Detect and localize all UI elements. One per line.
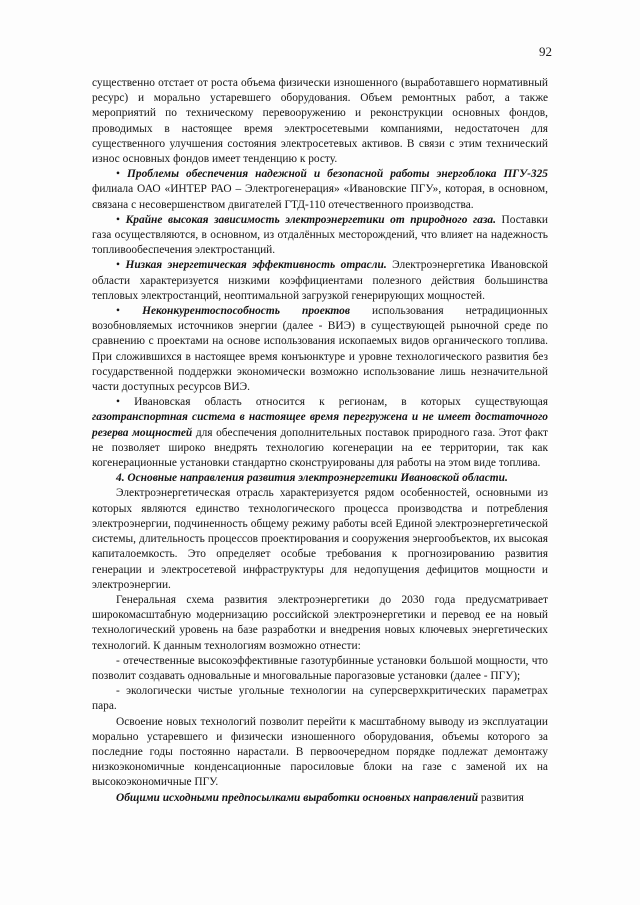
paragraph	[92, 471, 548, 486]
document-body	[92, 76, 548, 806]
text-run: -	[116, 685, 127, 698]
text-run: Крайне высокая зависимость электроэнергетики от природного газа.	[125, 213, 502, 226]
text-run: Электроэнергетическая отрасль характеризуется рядом особенностей, основными из которых являются единство технологического процесса производства и потребления электроэнергии, подчиненность общему режиму работы всей Единой электроэнергетической системы, длительность процессов проектирования и сооружения энергообъектов, их высокая капиталоемкость. Это определяет особые требования к прогнозированию развития генерации и электросетевой инфраструктуры для недопущения дефицитов мощности и электроэнергии.	[92, 487, 548, 591]
text-run: •	[116, 396, 135, 409]
paragraph	[92, 715, 548, 791]
paragraph	[92, 76, 548, 167]
text-run: -	[116, 654, 124, 667]
text-run: существенно отстает от роста объема физически изношенного (выработавшего нормативный ресурс) и морально устаревшего оборудования. Объем ремонтных работ, а также мероприятий по техническому перевооружению и реконструкции основных фондов, проводимых в настоящее время электросетевыми компаниями, недостаточен для существенного улучшения состояния электросетевых активов. В связи с этим технический износ основных фондов имеет тенденцию к росту.	[92, 77, 548, 166]
text-run: Генеральная схема развития электроэнергетики до 2030 года предусматривает широкомасштабную модернизацию российской электроэнергетики и перевод ее на новый технологический уровень на базе разработки и внедрения новых ключевых энергетических технологий. К данным технологиям возможно отнести:	[92, 593, 548, 652]
text-run: Низкая энергетическая эффективность отрасли.	[125, 259, 393, 272]
paragraph	[92, 213, 548, 259]
paragraph	[92, 395, 548, 471]
text-run: Электроэнергетика Ивановской области характеризуется низкими коэффициентами полезного действия большинства тепловых электростанций, неоптимальной загрузкой генерирующих мощностей.	[92, 259, 548, 302]
text-run: 4. Основные направления развития электроэнергетики Ивановской области.	[116, 472, 508, 485]
text-run: газотранспортная система в настоящее время перегружена и не имеет достаточного резерва мощностей	[92, 411, 548, 439]
text-run: Проблемы обеспечения надежной и безопасной работы энергоблока ПГУ-325	[127, 168, 548, 181]
text-run: Неконкурентоспособность проектов	[142, 305, 373, 318]
paragraph	[92, 258, 548, 304]
text-run: для обеспечения дополнительных поставок природного газа. Этот факт не позволяет широко внедрять технологию когенерации на ее территории, так как когенерационные установки стандартно сконструированы для работы на этом виде топлива.	[92, 426, 548, 470]
text-run: филиала ОАО «ИНТЕР РАО – Электрогенерация» «Ивановские ПГУ», которая, в основном, связана с несовершенством двигателей ГТД-110 отечественного производства.	[92, 183, 548, 211]
text-run: •	[116, 259, 126, 272]
page-number: 92	[539, 44, 552, 59]
text-run: •	[116, 168, 128, 181]
paragraph	[92, 593, 548, 654]
text-run: Поставки газа осуществляются, в основном, из отдалённых месторождений, что влияет на надежность топливообеспечения электростанций.	[92, 213, 548, 257]
text-run: использования нетрадиционных возобновляемых источников энергии (далее - ВИЭ) в существующей рыночной среде по сравнению с проектами на основе использования ископаемых видов органического топлива. При сложившихся в настоящее время конъюнктуре и уровне технологического развития без государственной поддержки экономически возможно использование лишь незначительной части доступных ресурсов ВИЭ.	[92, 305, 549, 394]
paragraph	[92, 684, 548, 714]
text-run: •	[116, 305, 143, 318]
text-run: развития	[480, 791, 524, 804]
text-run: экологически чистые угольные технологии на суперсверхкритических параметрах пара.	[92, 685, 548, 713]
paragraph	[92, 791, 548, 806]
text-run: Освоение новых технологий позволит перейти к масштабному выводу из эксплуатации морально устаревшего и физически изношенного оборудования, объемы которого за последние годы постоянно нарастали. В первоочередном порядке подлежат демонтажу низкоэкономичные конденсационные паросиловые блоки на газе с заменой их на высокоэкономичные ПГУ.	[92, 715, 548, 789]
text-run: Ивановская область относится к регионам, в которых существующая	[134, 396, 548, 409]
text-run: •	[116, 213, 126, 226]
text-run: отечественные высокоэффективные газотурбинные установки большой мощности, что позволит создавать одновальные и многовальные парогазовые установки (далее - ПГУ);	[92, 654, 548, 682]
paragraph	[92, 486, 548, 592]
paragraph	[92, 654, 548, 684]
paragraph	[92, 304, 548, 395]
paragraph	[92, 167, 548, 213]
text-run: Общими исходными предпосылками выработки основных направлений	[116, 791, 481, 804]
